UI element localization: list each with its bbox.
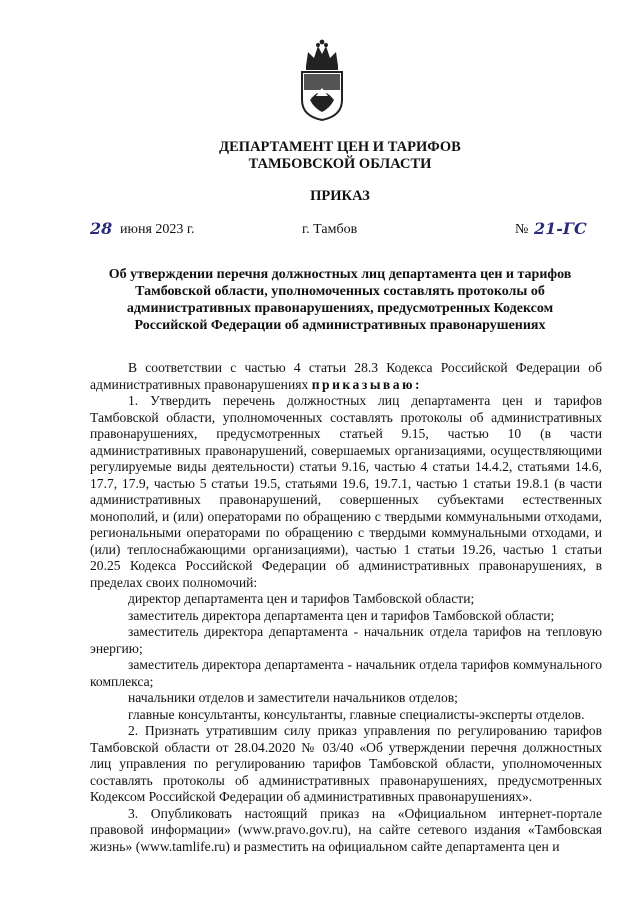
organization-line-2: ТАМБОВСКОЙ ОБЛАСТИ (248, 156, 432, 172)
intro-text: В соответствии с частью 4 статьи 28.3 Кодекса Российской Федерации об административных правонарушениях (90, 360, 602, 392)
decree-word: приказываю: (311, 376, 422, 392)
list-item: заместитель директора департамента - начальник отдела тарифов на тепловую энергию; (90, 624, 602, 656)
intro-paragraph (90, 360, 602, 393)
paragraph-3: 3. Опубликовать настоящий приказ на «Официальном интернет-портале правовой информации» (www.pravo.gov.ru), на сайте сетевого издания «Тамбовская жизнь» (www.tamlife.ru) и разместить на официальном сайте департамента цен и (90, 805, 602, 854)
list-item: заместитель директора департамента цен и тарифов Тамбовской области; (128, 607, 555, 623)
tambov-coat-of-arms-icon (296, 38, 348, 122)
list-item: директор департамента цен и тарифов Тамбовской области; (128, 591, 475, 606)
city: г. Тамбов (302, 222, 358, 237)
list-item: начальники отделов и заместители начальников отделов; (128, 690, 458, 705)
number-label: № (515, 222, 529, 237)
organization-line-1: ДЕПАРТАМЕНТ ЦЕН И ТАРИФОВ (219, 139, 461, 155)
organization-name (90, 139, 590, 173)
document-body (90, 360, 602, 855)
list-item: главные консультанты, консультанты, главные специалисты-эксперты отделов. (128, 706, 585, 722)
document-meta (0, 219, 640, 244)
date-day-handwritten: 28 (90, 219, 113, 238)
paragraph-1: 1. Утвердить перечень должностных лиц департамента цен и тарифов Тамбовской области, уполномоченных составлять протоколы об административных правонарушениях, предусмотренных статьей 9.15, частью 10 (в части административных правонарушений, совершаемых организациями, осуществляющими регулируемые виды деятельности) статьи 9.16, частью 4 статьи 14.4.2, статьями 14.6, 17.7, 17.9, частью 5 статьи 19.5, статьями 19.6, 19.7.1, частью 1 статьи 19.8.1 (в части административных правонарушений, совершенных субъектами естественных монополий, и (или) операторами по обращению с твердыми коммунальными отходами, региональными операторами по обращению с твердыми коммунальными отходами, и (или) теплоснабжающими организациями), частью 1 статьи 19.26, частью 1 статьи 20.25 Кодекса Российской Федерации об административных правонарушениях, в пределах своих полномочий: (90, 393, 602, 590)
date-month-year: июня 2023 г. (120, 222, 195, 237)
paragraph-2: 2. Признать утратившим силу приказ управления по регулированию тарифов Тамбовской области от 28.04.2020 № 03/40 «Об утверждении перечня должностных лиц управления по регулированию тарифов Тамбовской области, уполномоченных составлять протоколы об административных правонарушениях, предусмотренных Кодексом Российской Федерации об административных правонарушениях». (90, 723, 602, 804)
document-type: ПРИКАЗ (310, 188, 370, 204)
document-number-handwritten: 21-ГС (534, 219, 587, 238)
list-item: заместитель директора департамента - начальник отдела тарифов коммунального комплекса; (90, 657, 602, 689)
document-title: Об утверждении перечня должностных лиц департамента цен и тарифов Тамбовской области, уполномоченных составлять протоколы об административных правонарушениях, предусмотренных Кодексом Российской Федерации об административных правонарушениях (108, 267, 572, 333)
